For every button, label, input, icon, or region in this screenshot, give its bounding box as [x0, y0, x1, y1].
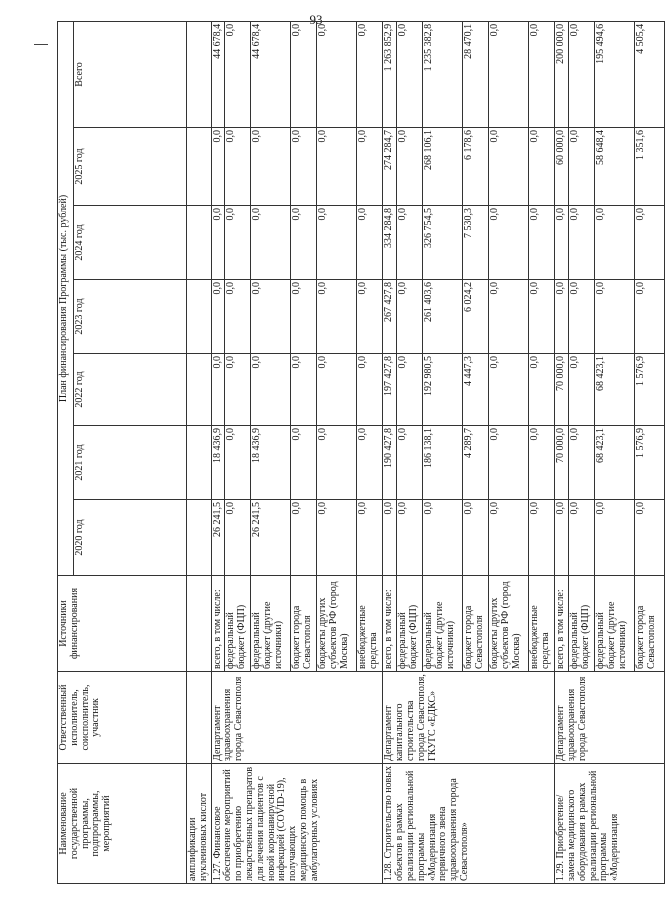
year-value: 0,0: [211, 280, 225, 354]
funding-source: всего, в том числе:: [383, 576, 397, 672]
year-value: 0,0: [211, 206, 225, 280]
table-row: [187, 21, 212, 883]
funding-source: федеральный бюджет (другие источники): [423, 576, 463, 672]
year-value: 0,0: [568, 500, 594, 576]
responsible-executor: Департамент здравоохранения города Севастополя: [211, 672, 383, 764]
rotated-page-content: [57, 23, 657, 884]
total-value: 0,0: [489, 21, 529, 127]
total-value: 28 470,1: [463, 21, 489, 127]
year-value: 0,0: [225, 500, 251, 576]
year-value: 0,0: [225, 128, 251, 206]
year-value: 0,0: [568, 128, 594, 206]
total-value: 0,0: [397, 21, 423, 127]
year-value: 0,0: [594, 280, 634, 354]
empty-cell: [187, 426, 212, 500]
funding-source: бюджеты других субъектов РФ (город Москва): [317, 576, 357, 672]
year-value: 0,0: [317, 354, 357, 426]
year-value: 68 423,1: [594, 426, 634, 500]
total-value: 0,0: [529, 21, 555, 127]
empty-cell: [187, 128, 212, 206]
year-value: 268 106,1: [423, 128, 463, 206]
margin-mark: [34, 44, 48, 45]
funding-source: бюджеты других субъектов РФ (город Москва): [489, 576, 529, 672]
total-value: 195 494,6: [594, 21, 634, 127]
year-value: 0,0: [357, 128, 383, 206]
total-value: 0,0: [225, 21, 251, 127]
year-value: 0,0: [225, 426, 251, 500]
year-value: 0,0: [211, 354, 225, 426]
measure-name: 1.29. Приобретение/замена медицинского оборудования в рамках реализации региональной программы «Модернизация: [555, 764, 665, 884]
year-value: 26 241,5: [211, 500, 225, 576]
year-value: 197 427,8: [383, 354, 397, 426]
year-value: 0,0: [397, 280, 423, 354]
year-value: 0,0: [317, 128, 357, 206]
year-value: 0,0: [397, 500, 423, 576]
year-value: 0,0: [529, 128, 555, 206]
total-value: 0,0: [317, 21, 357, 127]
total-value: 44 678,4: [251, 21, 291, 127]
responsible-executor: [187, 672, 212, 764]
year-value: 0,0: [529, 206, 555, 280]
year-value: 192 980,5: [423, 354, 463, 426]
empty-cell: [187, 500, 212, 576]
year-value: 0,0: [251, 354, 291, 426]
year-value: 0,0: [317, 426, 357, 500]
year-value: 0,0: [489, 280, 529, 354]
year-value: 0,0: [357, 206, 383, 280]
year-value: 18 436,9: [251, 426, 291, 500]
year-value: 0,0: [529, 354, 555, 426]
year-value: 58 648,4: [594, 128, 634, 206]
funding-source: бюджет города Севастополя: [291, 576, 317, 672]
year-value: 0,0: [555, 206, 569, 280]
year-value: 0,0: [357, 280, 383, 354]
year-value: 0,0: [568, 206, 594, 280]
funding-source: внебюджетные средства: [529, 576, 555, 672]
year-value: 4 447,3: [463, 354, 489, 426]
year-value: 0,0: [291, 426, 317, 500]
year-value: 0,0: [357, 500, 383, 576]
year-value: 0,0: [291, 354, 317, 426]
col-header-plan: План финансирования Программы (тыс. рублей): [58, 21, 74, 575]
empty-cell: [187, 576, 212, 672]
year-value: 0,0: [317, 280, 357, 354]
year-value: 0,0: [357, 426, 383, 500]
total-value: 200 000,0: [555, 21, 569, 127]
col-header-name: Наименование государственной программы, подпрограммы, мероприятий: [58, 764, 187, 884]
year-value: 0,0: [634, 280, 664, 354]
year-value: 0,0: [529, 500, 555, 576]
year-value: 186 138,1: [423, 426, 463, 500]
year-value: 0,0: [397, 128, 423, 206]
funding-source: федеральный бюджет (другие источники): [251, 576, 291, 672]
year-value: 1 351,6: [634, 128, 664, 206]
year-value: 0,0: [568, 426, 594, 500]
total-value: 0,0: [291, 21, 317, 127]
table-row: [555, 21, 569, 883]
col-header-year: 2020 год: [74, 500, 187, 576]
year-value: 0,0: [397, 354, 423, 426]
total-value: 4 505,4: [634, 21, 664, 127]
year-value: 0,0: [251, 280, 291, 354]
year-value: 0,0: [594, 500, 634, 576]
year-value: 0,0: [225, 280, 251, 354]
total-value: 0,0: [357, 21, 383, 127]
year-value: 0,0: [529, 426, 555, 500]
year-value: 0,0: [634, 206, 664, 280]
year-value: 0,0: [291, 206, 317, 280]
empty-cell: [187, 280, 212, 354]
year-value: 0,0: [634, 500, 664, 576]
year-value: 70 000,0: [555, 354, 569, 426]
year-value: 190 427,8: [383, 426, 397, 500]
year-value: 0,0: [463, 500, 489, 576]
year-value: 0,0: [357, 354, 383, 426]
col-header-year: 2023 год: [74, 280, 187, 354]
col-header-responsible: Ответственный исполнитель, соисполнитель, участник: [58, 672, 187, 764]
year-value: 6 024,2: [463, 280, 489, 354]
year-value: 0,0: [225, 206, 251, 280]
col-header-source: Источники финансирования: [58, 576, 187, 672]
table-row: [211, 21, 225, 883]
year-value: 0,0: [529, 280, 555, 354]
financing-table: [57, 21, 665, 884]
year-value: 1 576,9: [634, 354, 664, 426]
year-value: 267 427,8: [383, 280, 397, 354]
empty-cell: [187, 21, 212, 127]
funding-source: бюджет города Севастополя: [463, 576, 489, 672]
col-header-year: 2022 год: [74, 354, 187, 426]
year-value: 26 241,5: [251, 500, 291, 576]
funding-source: бюджет города Севастополя: [634, 576, 664, 672]
year-value: 68 423,1: [594, 354, 634, 426]
responsible-executor: Департамент капитального строительства города Севастополя, ГКУГС «ЕДКС»: [383, 672, 555, 764]
col-header-year: 2024 год: [74, 206, 187, 280]
year-value: 0,0: [489, 128, 529, 206]
funding-source: федеральный бюджет (ФЦП): [225, 576, 251, 672]
year-value: 0,0: [291, 128, 317, 206]
year-value: 334 284,8: [383, 206, 397, 280]
year-value: 0,0: [251, 206, 291, 280]
year-value: 0,0: [594, 206, 634, 280]
year-value: 0,0: [397, 426, 423, 500]
year-value: 7 530,3: [463, 206, 489, 280]
total-value: 44 678,4: [211, 21, 225, 127]
measure-name: амплификации нуклеиновых кислот: [187, 764, 212, 884]
year-value: 70 000,0: [555, 426, 569, 500]
year-value: 18 436,9: [211, 426, 225, 500]
year-value: 326 754,5: [423, 206, 463, 280]
year-value: 0,0: [568, 280, 594, 354]
measure-name: 1.27. Финансовое обеспечение мероприятий по приобретению лекарственных препаратов для лечения пациентов с новой коронавирусной инфекцией (COVID-19), получающих медицинскую помощь в амбулаторных условиях: [211, 764, 383, 884]
year-value: 6 178,6: [463, 128, 489, 206]
year-value: 0,0: [555, 280, 569, 354]
col-header-year: 2025 год: [74, 128, 187, 206]
total-value: 1 235 382,8: [423, 21, 463, 127]
col-header-year: 2021 год: [74, 426, 187, 500]
year-value: 274 284,7: [383, 128, 397, 206]
responsible-executor: Департамент здравоохранения города Севастополя: [555, 672, 665, 764]
empty-cell: [187, 206, 212, 280]
measure-name: 1.28. Строительство новых объектов в рамках реализации региональной программы «Модернизация первичного звена здравоохранения города Севастополя»: [383, 764, 555, 884]
year-value: 0,0: [291, 280, 317, 354]
year-value: 0,0: [423, 500, 463, 576]
year-value: 0,0: [317, 206, 357, 280]
page-number: 93: [309, 12, 323, 27]
year-value: 0,0: [489, 426, 529, 500]
col-header-total: Всего: [74, 21, 187, 127]
year-value: 60 000,0: [555, 128, 569, 206]
funding-source: внебюджетные средства: [357, 576, 383, 672]
year-value: 0,0: [291, 500, 317, 576]
funding-source: федеральный бюджет (другие источники): [594, 576, 634, 672]
empty-cell: [187, 354, 212, 426]
year-value: 0,0: [568, 354, 594, 426]
funding-source: всего, в том числе:: [211, 576, 225, 672]
year-value: 0,0: [317, 500, 357, 576]
funding-source: федеральный бюджет (ФЦП): [397, 576, 423, 672]
funding-source: всего, в том числе:: [555, 576, 569, 672]
year-value: 261 403,6: [423, 280, 463, 354]
year-value: 0,0: [489, 500, 529, 576]
financing-table-body: [187, 21, 665, 883]
year-value: 0,0: [383, 500, 397, 576]
year-value: 0,0: [489, 354, 529, 426]
year-value: 0,0: [211, 128, 225, 206]
funding-source: федеральный бюджет (ФЦП): [568, 576, 594, 672]
table-row: [383, 21, 397, 883]
year-value: 0,0: [489, 206, 529, 280]
year-value: 0,0: [251, 128, 291, 206]
total-value: 1 263 852,9: [383, 21, 397, 127]
total-value: 0,0: [568, 21, 594, 127]
year-value: 1 576,9: [634, 426, 664, 500]
year-value: 0,0: [397, 206, 423, 280]
year-value: 0,0: [225, 354, 251, 426]
year-value: 4 289,7: [463, 426, 489, 500]
year-value: 0,0: [555, 500, 569, 576]
